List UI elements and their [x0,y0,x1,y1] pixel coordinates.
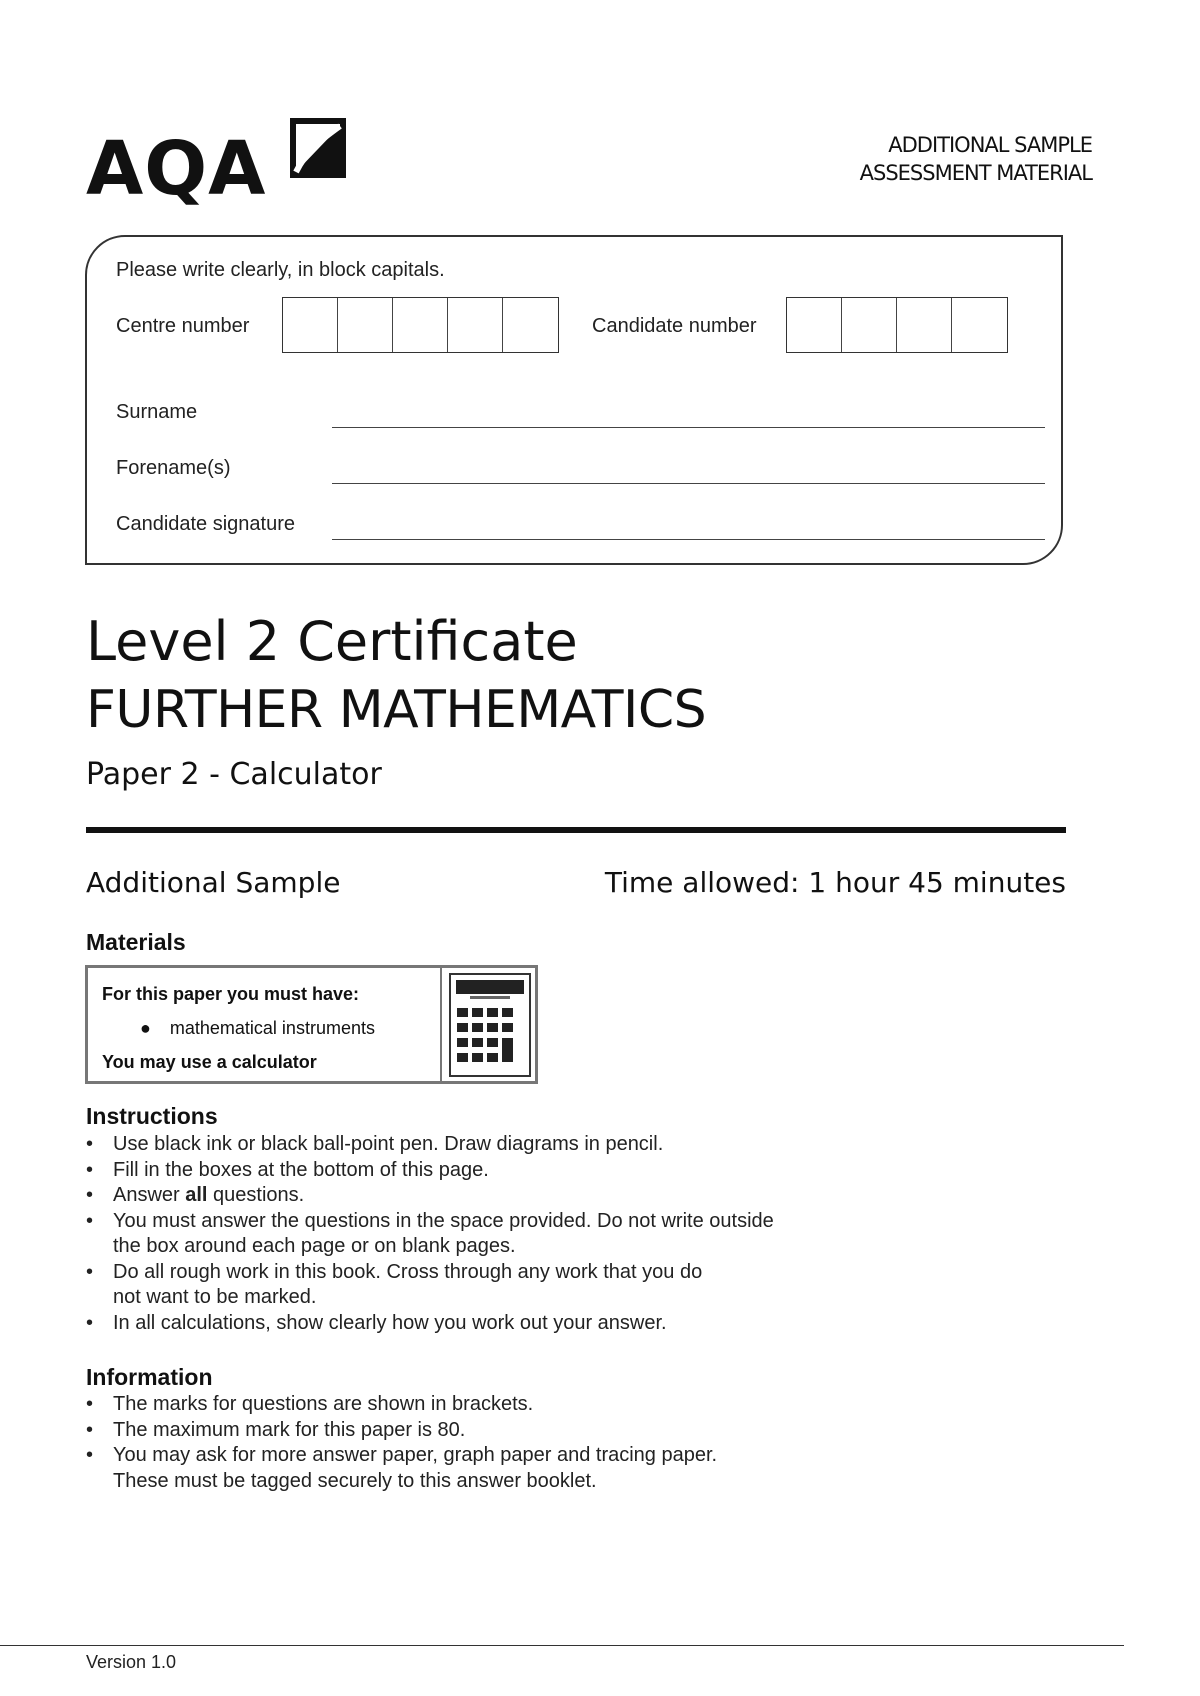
instruction-text: You must answer the questions in the space provided. Do not write outside [113,1209,774,1232]
centre-number-label: Centre number [116,315,250,337]
information-text: These must be tagged securely to this answer booklet. [113,1469,597,1492]
centre-number-boxes[interactable] [282,297,559,353]
candidate-number-cell[interactable] [842,298,897,352]
material-line-2: ASSESSMENT MATERIAL [859,161,1092,185]
title-divider [86,827,1066,833]
instruction-text: Fill in the boxes at the bottom of this page. [113,1158,489,1181]
instruction-text: In all calculations, show clearly how you work out your answer. [113,1311,667,1334]
signature-line[interactable] [332,539,1045,540]
time-allowed: Time allowed: 1 hour 45 minutes [604,866,1066,899]
materials-item-text: mathematical instruments [169,1018,375,1038]
materials-box [85,965,538,1084]
centre-number-cell[interactable] [338,298,393,352]
paper-title: Paper 2 - Calculator [86,757,382,792]
version-label: Version 1.0 [86,1652,177,1672]
information-text: The marks for questions are shown in brackets. [113,1393,534,1415]
candidate-number-boxes[interactable] [786,297,1008,353]
candidate-details-box [85,235,1063,565]
instruction-text: questions. [207,1184,305,1206]
forenames-label: Forename(s) [116,457,231,479]
sample-label: Additional Sample [86,866,341,899]
instruction-emphasis: all [185,1184,208,1206]
materials-item [140,1018,375,1039]
qualification-title: Level 2 Certificate [86,610,578,673]
aqa-logo [86,118,350,218]
centre-number-cell[interactable] [448,298,503,352]
instruction-item [84,1260,984,1311]
candidate-number-label: Candidate number [592,315,757,337]
centre-number-cell[interactable] [283,298,338,352]
information-heading: Information [86,1364,213,1390]
instruction-item [84,1209,984,1260]
aqa-leaf-icon [290,118,346,178]
information-text: You may ask for more answer paper, graph paper and tracing paper. [113,1444,718,1466]
must-have-label: For this paper you must have: [102,984,360,1004]
instructions-list [84,1132,984,1336]
centre-number-cell[interactable] [393,298,448,352]
instruction-text: Use black ink or black ball-point pen. Draw diagrams in pencil. [113,1133,664,1155]
candidate-number-cell[interactable] [787,298,842,352]
instruction-text: not want to be marked. [113,1286,317,1308]
instruction-item [84,1132,984,1158]
instruction-item [84,1158,984,1184]
instruction-item [84,1183,984,1209]
instruction-text: Do all rough work in this book. Cross through any work that you do [113,1260,703,1283]
information-item [84,1392,984,1418]
calculator-note: You may use a calculator [102,1052,317,1072]
calculator-icon [448,972,532,1078]
signature-label: Candidate signature [116,513,296,535]
candidate-number-cell[interactable] [952,298,1007,352]
block-capitals-instruction: Please write clearly, in block capitals. [116,259,445,281]
information-item [84,1418,984,1444]
instruction-item [84,1311,984,1337]
logo-text: AQA [86,126,267,212]
footer-divider [0,1645,1124,1646]
subject-title: FURTHER MATHEMATICS [86,680,707,740]
bullet-icon: ● [140,1018,151,1038]
material-line-1: ADDITIONAL SAMPLE [888,133,1092,157]
materials-text-panel [88,968,442,1081]
instruction-text: the box around each page or on blank pages. [113,1235,516,1257]
information-text: The maximum mark for this paper is 80. [113,1418,466,1441]
assessment-material-label [860,131,1092,187]
centre-number-cell[interactable] [503,298,558,352]
instructions-heading: Instructions [86,1103,218,1129]
surname-label: Surname [116,401,198,423]
information-item [84,1443,984,1494]
instruction-text: Answer [113,1184,186,1206]
candidate-number-cell[interactable] [897,298,952,352]
materials-heading: Materials [86,929,186,955]
forenames-line[interactable] [332,483,1045,484]
information-list [84,1392,984,1494]
surname-line[interactable] [332,427,1045,428]
